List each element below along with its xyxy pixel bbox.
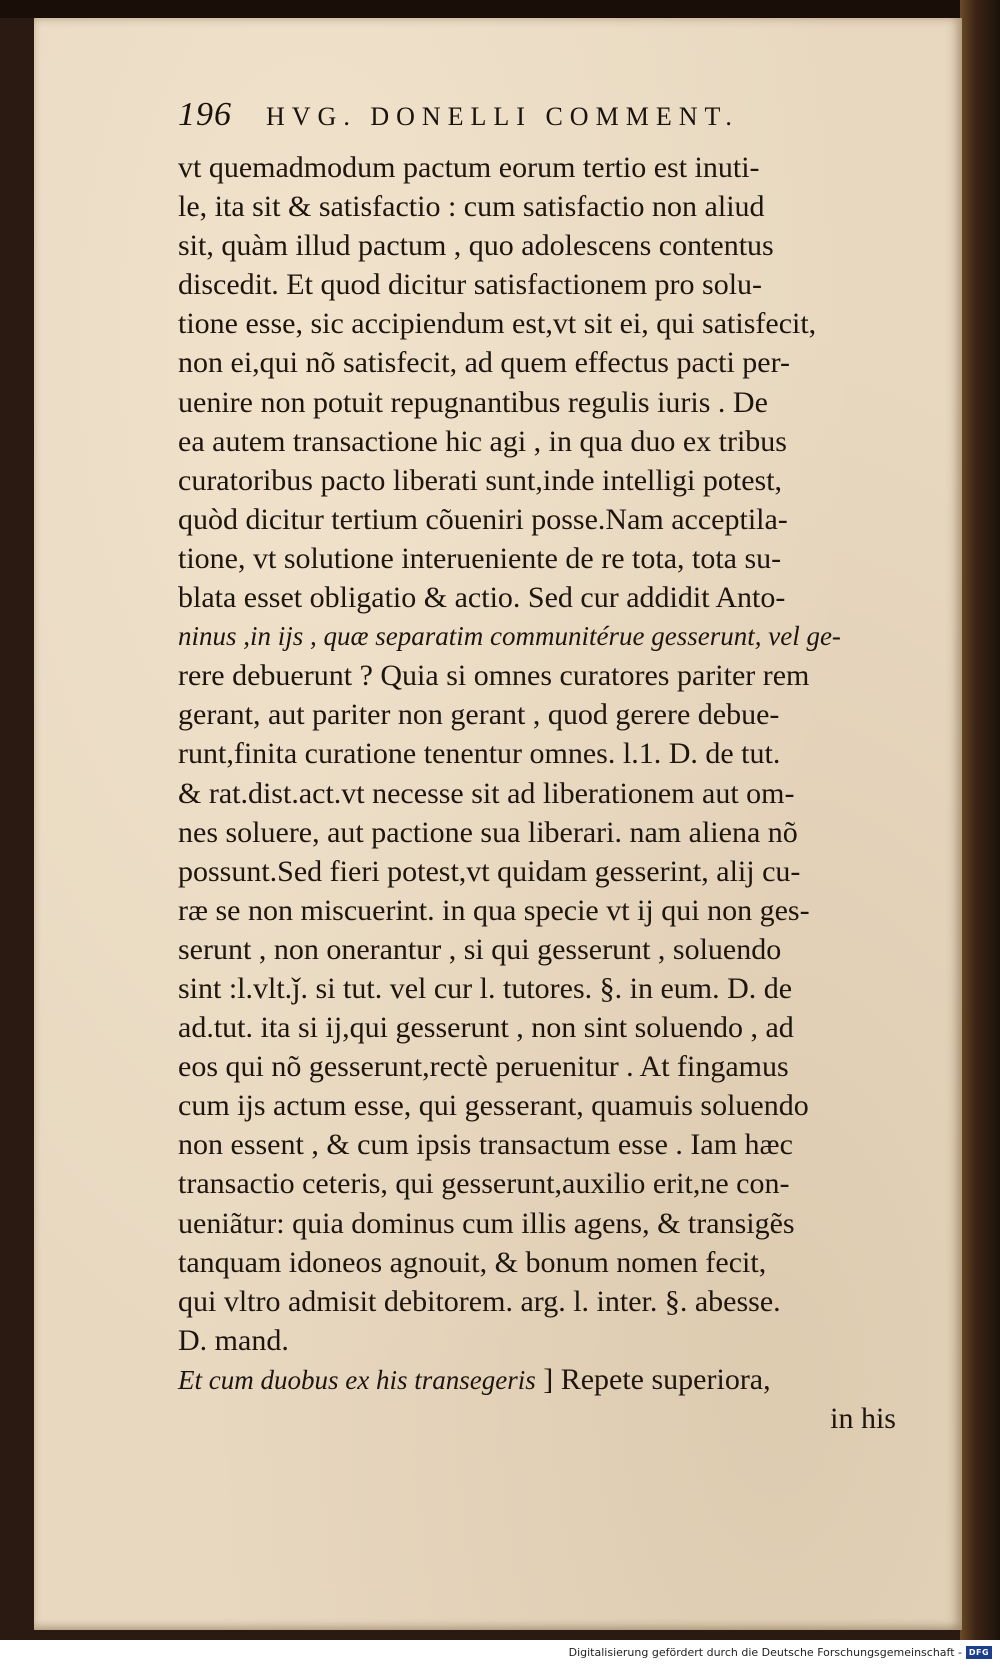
text-line: sint :l.vlt.ǰ. si tut. vel cur l. tutores. §. in eum. D. de xyxy=(178,971,793,1005)
text-line: discedit. Et quod dicitur satisfactionem pro solu- xyxy=(178,268,763,302)
text-line: ea autem transactione hic agi , in qua duo ex tribus xyxy=(178,424,787,458)
text-line: serunt , non onerantur , si qui gesserunt , soluendo xyxy=(178,932,782,966)
digitization-footer xyxy=(0,1640,1000,1666)
text-line: cum ijs actum esse, qui gesserant, quamuis soluendo xyxy=(178,1089,809,1123)
scan-top-edge xyxy=(0,0,1000,18)
dfg-logo-icon: DFG xyxy=(966,1646,992,1659)
text-line: gerant, aut pariter non gerant , quod gerere debue- xyxy=(178,698,780,732)
text-line: qui vltro admisit debitorem. arg. l. inter. §. abesse. xyxy=(178,1284,781,1318)
book-spine-edge xyxy=(960,0,1000,1640)
text-line: curatoribus pacto liberati sunt,inde intelligi potest, xyxy=(178,463,783,497)
text-line: rere debuerunt ? Quia si omnes curatores pariter rem xyxy=(178,659,810,693)
text-line: nes soluere, aut pactione sua liberari. nam aliena nõ xyxy=(178,815,798,849)
body-text xyxy=(178,148,898,1438)
text-line: eos qui nõ gesserunt,rectè peruenitur . At fingamus xyxy=(178,1050,789,1084)
lemma-line xyxy=(178,1360,898,1399)
text-line: vt quemadmodum pactum eorum tertio est inuti- xyxy=(178,151,760,184)
text-line: ad.tut. ita si ij,qui gesserunt , non sint soluendo , ad xyxy=(178,1011,794,1045)
running-head xyxy=(178,96,838,146)
text-line: possunt.Sed fieri potest,vt quidam gesserint, alij cu- xyxy=(178,854,801,888)
text-line: runt,finita curatione tenentur omnes. l.1. D. de tut. xyxy=(178,737,781,771)
page-number: 196 xyxy=(178,96,232,133)
text-line: quòd dicitur tertium cõueniri posse.Nam acceptila- xyxy=(178,502,788,536)
lemma-rest: ] Repete superiora, xyxy=(535,1362,771,1396)
text-line: uenire non potuit repugnantibus regulis iuris . De xyxy=(178,385,768,419)
footer-credit: Digitalisierung gefördert durch die Deutsche Forschungsgemeinschaft - xyxy=(568,1646,962,1659)
text-line: non essent , & cum ipsis transactum esse . Iam hæc xyxy=(178,1128,793,1162)
text-line: le, ita sit & satisfactio : cum satisfactio non aliud xyxy=(178,190,765,224)
text-line: tione, vt solutione interueniente de re tota, tota su- xyxy=(178,541,782,575)
text-line: & rat.dist.act.vt necesse sit ad liberationem aut om- xyxy=(178,776,795,810)
text-line: ræ se non miscuerint. in qua specie vt ij qui non ges- xyxy=(178,893,810,927)
text-line: sit, quàm illud pactum , quo adolescens contentus xyxy=(178,229,774,263)
text-line: tanquam idoneos agnouit, & bonum nomen fecit, xyxy=(178,1245,767,1279)
catchword: in his xyxy=(830,1402,896,1435)
text-line: blata esset obligatio & actio. Sed cur addidit Anto- xyxy=(178,581,786,615)
text-line: tione esse, sic accipiendum est,vt sit ei, qui satisfecit, xyxy=(178,307,817,341)
text-line-quotation: ninus ,in ijs , quæ separatim communitérue gesserunt, vel ge- xyxy=(178,621,841,652)
text-line: transactio ceteris, qui gesserunt,auxilio erit,ne con- xyxy=(178,1167,790,1201)
text-line: D. mand. xyxy=(178,1323,289,1357)
text-line: ueniãtur: quia dominus cum illis agens, & transigẽs xyxy=(178,1206,795,1240)
lemma-italic: Et cum duobus ex his transegeris xyxy=(178,1364,536,1395)
running-head-title: HVG. DONELLI COMMENT. xyxy=(266,102,739,131)
text-line: non ei,qui nõ satisfecit, ad quem effectus pacti per- xyxy=(178,346,790,380)
